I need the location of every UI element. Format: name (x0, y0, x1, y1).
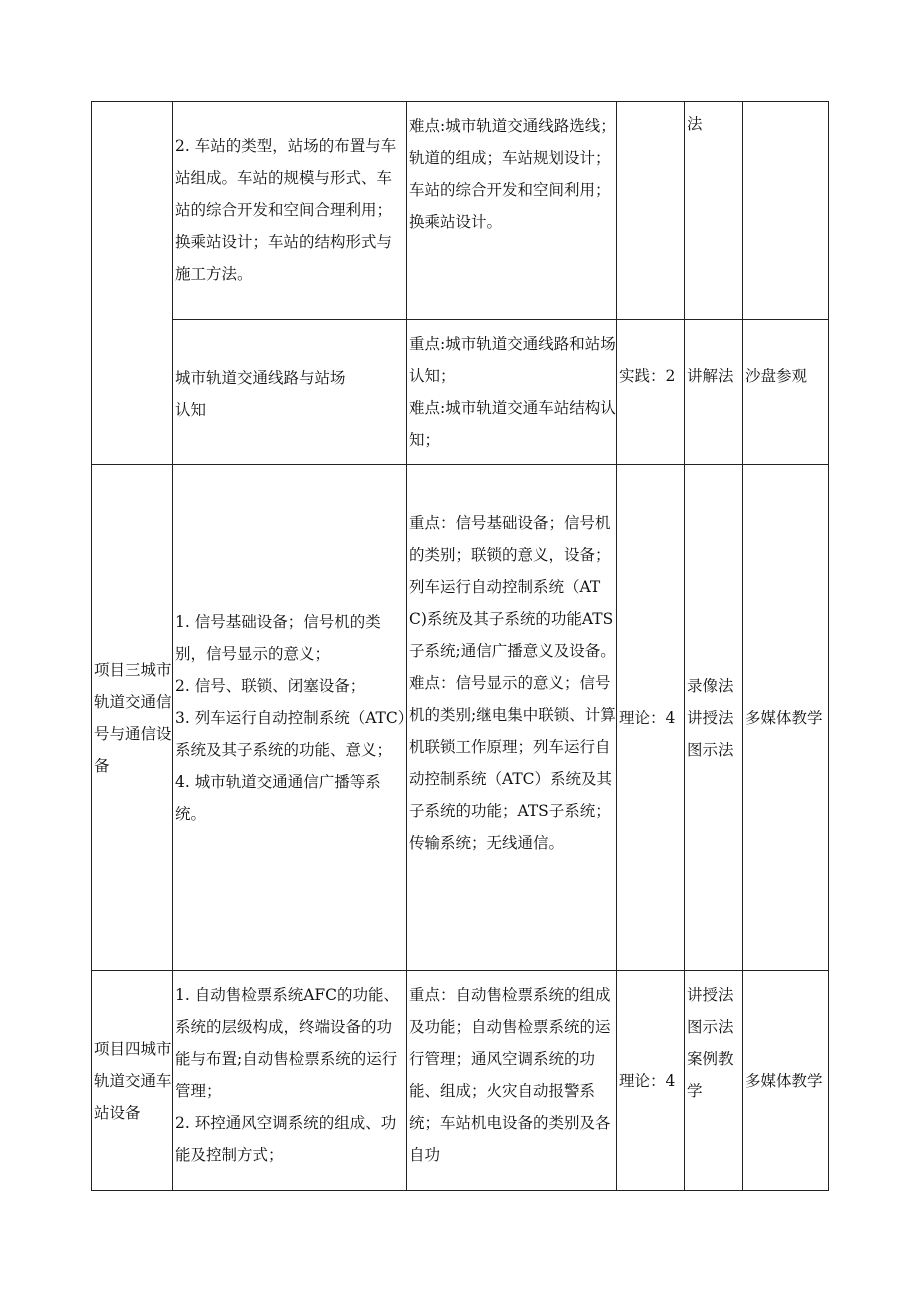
key-points-cell: 难点:城市轨道交通线路选线；轨道的组成；车站规划设计；车站的综合开发和空间利用；换乘站设计。 (407, 102, 617, 320)
key-points-cell: 重点：自动售检票系统的组成及功能；自动售检票系统的运行管理；通风空调系统的功能、组成；火灾自动报警系统；车站机电设备的类别及各自功 (407, 971, 617, 1191)
key-points-cell: 重点:城市轨道交通线路和站场认知； 难点:城市轨道交通车站结构认知； (407, 320, 617, 465)
content-cell: 2. 车站的类型，站场的布置与车站组成。车站的规模与形式、车站的综合开发和空间合理利用；换乘站设计；车站的结构形式与施工方法。 (173, 102, 407, 320)
means-cell: 沙盘参观 (743, 320, 829, 465)
method-cell: 法 (685, 102, 743, 320)
table-row (92, 102, 829, 320)
hours-cell: 理论：4 (617, 971, 685, 1191)
hours-cell: 实践：2 (617, 320, 685, 465)
table-row (92, 320, 829, 465)
method-cell: 讲解法 (685, 320, 743, 465)
hours-cell (617, 102, 685, 320)
content-cell: 1. 自动售检票系统AFC的功能、系统的层级构成，终端设备的功能与布置;自动售检票系统的运行管理； 2. 环控通风空调系统的组成、功能及控制方式； (173, 971, 407, 1191)
method-cell: 讲授法图示法案例教学 (685, 971, 743, 1191)
means-cell: 多媒体教学 (743, 465, 829, 971)
key-points-cell: 重点：信号基础设备；信号机的类别；联锁的意义，设备；列车运行自动控制系统（ATC)系统及其子系统的功能ATS子系统;通信广播意义及设备。 难点：信号显示的意义；信号机的类别;继电集中联锁、计算机联锁工作原理；列车运行自动控制系统（ATC）系统及其子系统的功能；ATS子系统；传输系统；无线通信。 (407, 465, 617, 971)
table-row (92, 971, 829, 1191)
project-cell (92, 102, 173, 465)
project-cell: 项目三城市轨道交通信号与通信设备 (92, 465, 173, 971)
method-cell: 录像法讲授法图示法 (685, 465, 743, 971)
means-cell: 多媒体教学 (743, 971, 829, 1191)
hours-cell: 理论：4 (617, 465, 685, 971)
project-cell: 项目四城市轨道交通车站设备 (92, 971, 173, 1191)
course-outline-table (91, 101, 829, 1191)
content-cell: 1. 信号基础设备；信号机的类别，信号显示的意义； 2. 信号、联锁、闭塞设备； 3. 列车运行自动控制系统（ATC）系统及其子系统的功能、意义； 4. 城市轨道交通通信广播等系统。 (173, 465, 407, 971)
table-row (92, 465, 829, 971)
means-cell (743, 102, 829, 320)
content-cell: 城市轨道交通线路与站场 认知 (173, 320, 407, 465)
